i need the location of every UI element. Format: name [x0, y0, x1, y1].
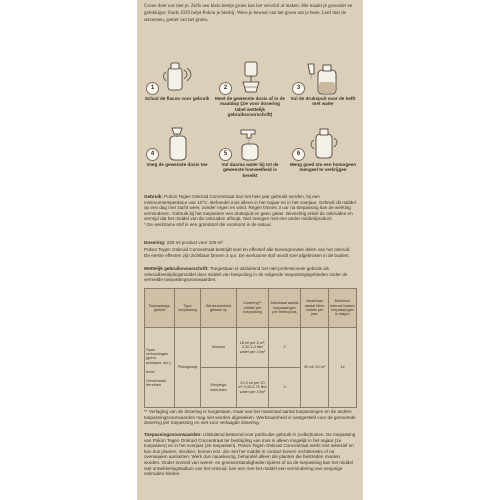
table-header: Toepassings-gebied: [145, 289, 175, 328]
step-2-illustration: [215, 60, 285, 96]
step-3-illustration: [288, 60, 358, 96]
step-1-caption: Schud de flacon voor gebruik: [144, 96, 210, 101]
step-6-illustration: [288, 126, 358, 162]
table-header: Type toepassing: [175, 289, 201, 328]
table-cell-interval: 14: [329, 328, 357, 408]
step-4: [142, 126, 212, 167]
step-1-number: 1: [146, 82, 159, 95]
step-4-illustration: [142, 126, 212, 162]
table-row: [145, 328, 357, 368]
table-cell-liters: 90 ml/ 10 m²: [301, 328, 329, 408]
step-4-caption: Voeg de gewenste dosis toe: [146, 162, 208, 167]
usage-section: [144, 194, 356, 228]
table-header: Minimum interval tussen toepassingen in dagen: [329, 289, 357, 328]
legal-label: Wettelijk gebruiksvoorschrift:: [144, 266, 209, 271]
conditions-text: Uitsluitend bestemd voor particulier gebruik in (volks)tuinen. De toepassing van Pokon Tegen Onkruid Concentraat ter bestrijding van mos is alleen mogelijk in het najaar (1e toepassen) en in het voorjaar (2e toepassen). Pokon Tegen Onkruid Concentraat werkt niet selectief en kan dus planten, struiken, bomen enz. die met het middel in contact komen rechtstreeks of na overwaaien aantasten. Werk dus nauwkeurig, behandel alleen die planten die bestreden moeten worden. Onder invloed van weers- en groeiomstandigheden tijdens of na de toepassing kan het middel niet ontwikkelingstadium van het onkruid, kan een met het middel een vermindering van eenjarige onkruiden bieden.: [144, 432, 356, 477]
table-cell-count: 4: [269, 368, 301, 408]
table-header: Dosering** middel per toepassing: [237, 289, 269, 328]
step-4-number: 4: [146, 148, 159, 161]
dosage-section: [144, 240, 356, 246]
step-1-illustration: [142, 60, 212, 96]
step-3: [288, 60, 358, 107]
step-6: [288, 126, 358, 173]
step-5-caption: Vul daarna water bij tot de gewenste hoeveelheid is bereikt: [221, 162, 279, 178]
table-cell-target: Eenjarige onkruiden: [201, 368, 237, 408]
dosage-table: [144, 288, 357, 408]
legal-text: Toegestaan is uitsluitend het niet-professionele gebruik als onkruidbestrijdingsmiddel door middel van bespuiting in de volgende toepassingsgebieden onder de vermelde toepassingsvoorwaarden:: [144, 266, 348, 283]
table-header-row: [145, 289, 357, 328]
table-header: Maximaal aantal toepassingen per teeltcyclus: [269, 289, 301, 328]
product-label-back: [137, 0, 363, 500]
application-conditions: [144, 432, 356, 477]
step-2-number: 2: [219, 82, 232, 95]
usage-note: * De werkzame stof is een grondstof die voorkomt in de natuur.: [144, 221, 272, 227]
step-2: [215, 60, 285, 118]
table-cell-target: Mossen: [201, 328, 237, 368]
step-6-caption: Meng goed om een homogeen mengsel te verkrijgen: [289, 162, 357, 173]
table-cell-dose: 18 ml per 8 m², 0,30-1,0 liter water per 10m²: [237, 328, 269, 368]
step-5-illustration: [215, 126, 285, 162]
table-cell-area: Open verhardingen (grind, schelpen, etc.) en/of Onverharde terreinen: [145, 328, 175, 408]
usage-text: Pokon Tegen Onkruid Concentraat kan het hele jaar gebruikt worden, bij een minimumtemperatuur van 10°C. Behandel mos alleen in het najaar en in het voorjaar. Gebruik dit middel op een dag met zacht weer, zonder regen en wind. Regen binnen 3 uur na toepassing kan de werking verminderen. Gebruik bij het toepassen een drukspuit en geen gieter. Bevochtig enkel de onkruiden en vermijd dat het middel van de onkruiden afloopt. Niet mengen met een ander middel/product.: [144, 194, 356, 222]
table-header: Werkzaamheid gebaat op: [201, 289, 237, 328]
table-header: Maximaal aantal liters middel per jaar: [301, 289, 329, 328]
table-cell-type: Pleksgewijs: [175, 328, 201, 408]
step-2-caption: Meet de gewenste dosis af in de maatdop (zie voor dosering tabel wettelijk gebruiksvoorschrift): [215, 96, 285, 118]
step-1: [142, 60, 212, 101]
conditions-label: Toepassingsvoorwaarden:: [144, 432, 202, 437]
table-footnote: ** Verlaging van de dosering is toegestaan, maar van het maximaal aantal toepassingen en de andere toepassingsvoorwaarden mag niet worden afgeweken. Werkzaamheid is vastgesteld voor de genoemde dosering per toepassing en niet voor verlaagde dosering.: [144, 409, 356, 426]
product-description: Pokon Tegen Onkruid Concentraat bestrijdt snel en effectief alle bovengrondse delen van het onkruid. De eerste effecten zijn zichtbaar binnen 3 uur. De werkzame stof wordt snel afgebroken in de bodem.: [144, 247, 351, 258]
step-6-number: 6: [292, 148, 305, 161]
step-5-number: 5: [219, 148, 232, 161]
dosage-text: 225 ml product voor 100 m²: [165, 240, 223, 245]
table-cell-count: 2: [269, 328, 301, 368]
step-3-caption: Vul de drukspuit voor de helft met water: [290, 96, 356, 107]
legal-instructions: [144, 266, 356, 283]
step-5: [215, 126, 285, 178]
usage-label: Gebruik:: [144, 194, 163, 199]
step-3-number: 3: [292, 82, 305, 95]
dosage-label: Dosering:: [144, 240, 166, 245]
intro-text: Groen doet wat met je. Zelfs een klein beetje groen kan het verschil al maken. Het maakt je gezonder en gelukkiger. Sinds 1929 helpt Pokon je hierbij. Wees je bewust van het groen om je heen. Leef met de seizoenen, geniet van het groen.: [144, 4, 353, 23]
table-cell-dose: 22,5 ml per 10 m² 0,30-0,75 liter water per 10m²: [237, 368, 269, 408]
